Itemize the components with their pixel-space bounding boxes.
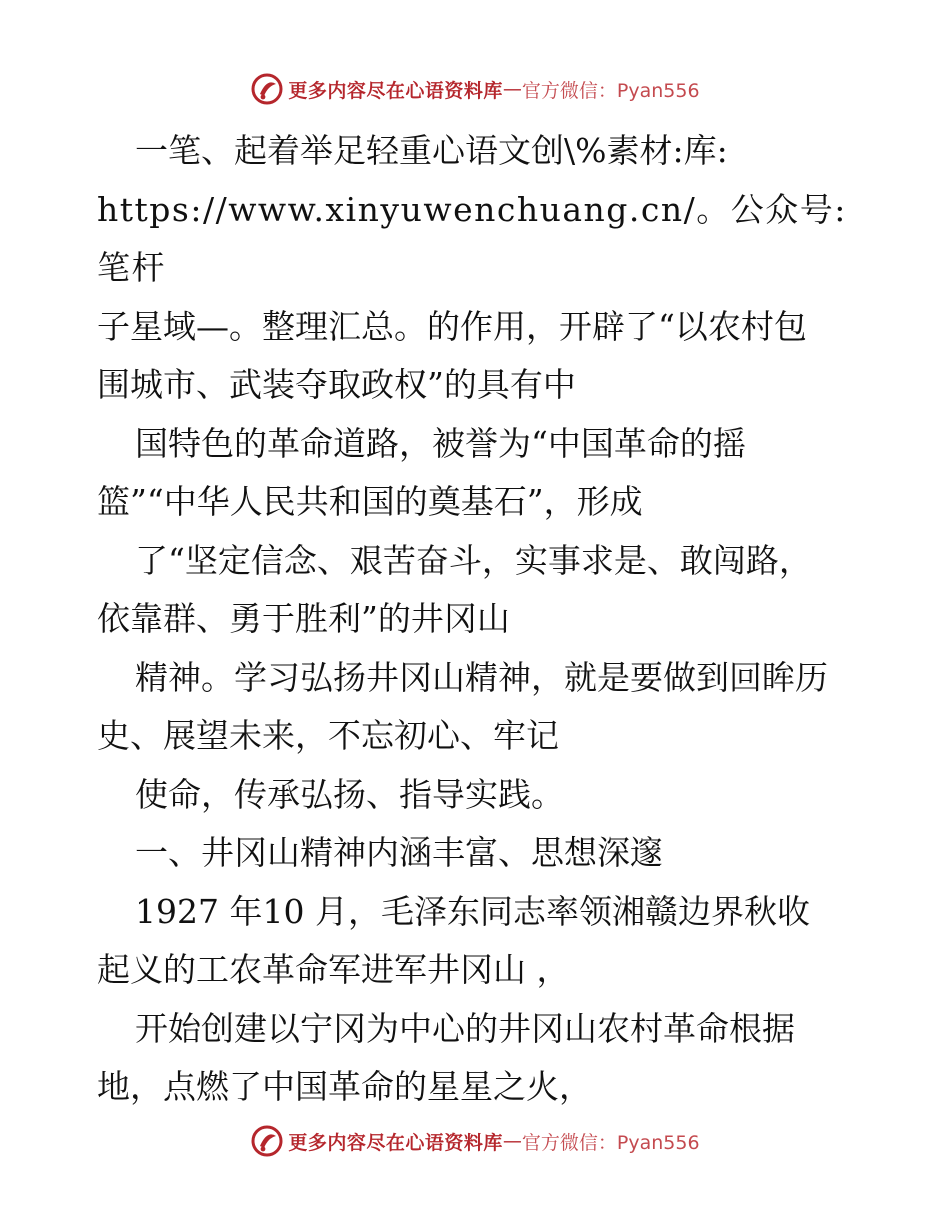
banner-brand: 更多内容尽在心语资料库 xyxy=(288,1131,503,1154)
text-line: 1927 年10 月，毛泽东同志率领湘赣边界秋收 xyxy=(135,891,810,931)
text-line: 精神。学习弘扬井冈山精神，就是要做到回眸历 xyxy=(135,657,828,697)
text-line: 篮”“中华人民共和国的奠基石”，形成 xyxy=(97,482,643,521)
text-line: 地，点燃了中国革命的星星之火， xyxy=(97,1067,592,1106)
text-line: 开始创建以宁冈为中心的井冈山农村革命根据 xyxy=(135,1008,795,1048)
section-heading: 一、井冈山精神内涵丰富、思想深邃 xyxy=(135,833,663,872)
text-line: 围城市、武装夺取政权”的具有中 xyxy=(97,365,576,404)
logo-icon xyxy=(250,1124,284,1158)
text-line: 一笔、起着举足轻重心语文创\%素材:库: xyxy=(135,131,728,170)
banner-dash: — xyxy=(502,1130,522,1152)
text-line-url: https://www.xinyuwenchuang.cn/。公众号: 笔杆 xyxy=(97,189,847,287)
banner-wechat: 官方微信：Pyan556 xyxy=(521,1131,700,1154)
document-body xyxy=(97,122,857,1117)
logo-icon xyxy=(250,72,284,106)
banner-dash: — xyxy=(502,78,522,100)
text-line: 子星域—。整理汇总。的作用，开辟了“以农村包 xyxy=(97,306,807,346)
banner-wechat: 官方微信：Pyan556 xyxy=(521,79,700,102)
text-line: 使命，传承弘扬、指导实践。 xyxy=(135,774,564,814)
text-line: 了“坚定信念、艰苦奋斗，实事求是、敢闯路， xyxy=(135,540,812,580)
text-line: 国特色的革命道路，被誉为“中国革命的摇 xyxy=(135,423,746,463)
banner-brand: 更多内容尽在心语资料库 xyxy=(288,79,503,102)
text-line: 依靠群、勇于胜利”的井冈山 xyxy=(97,599,510,638)
footer-banner xyxy=(0,1124,950,1158)
header-banner xyxy=(0,72,950,106)
text-line: 史、展望未来，不忘初心、牢记 xyxy=(97,716,559,755)
text-line: 起义的工农革命军进军井冈山 ， xyxy=(97,950,570,989)
